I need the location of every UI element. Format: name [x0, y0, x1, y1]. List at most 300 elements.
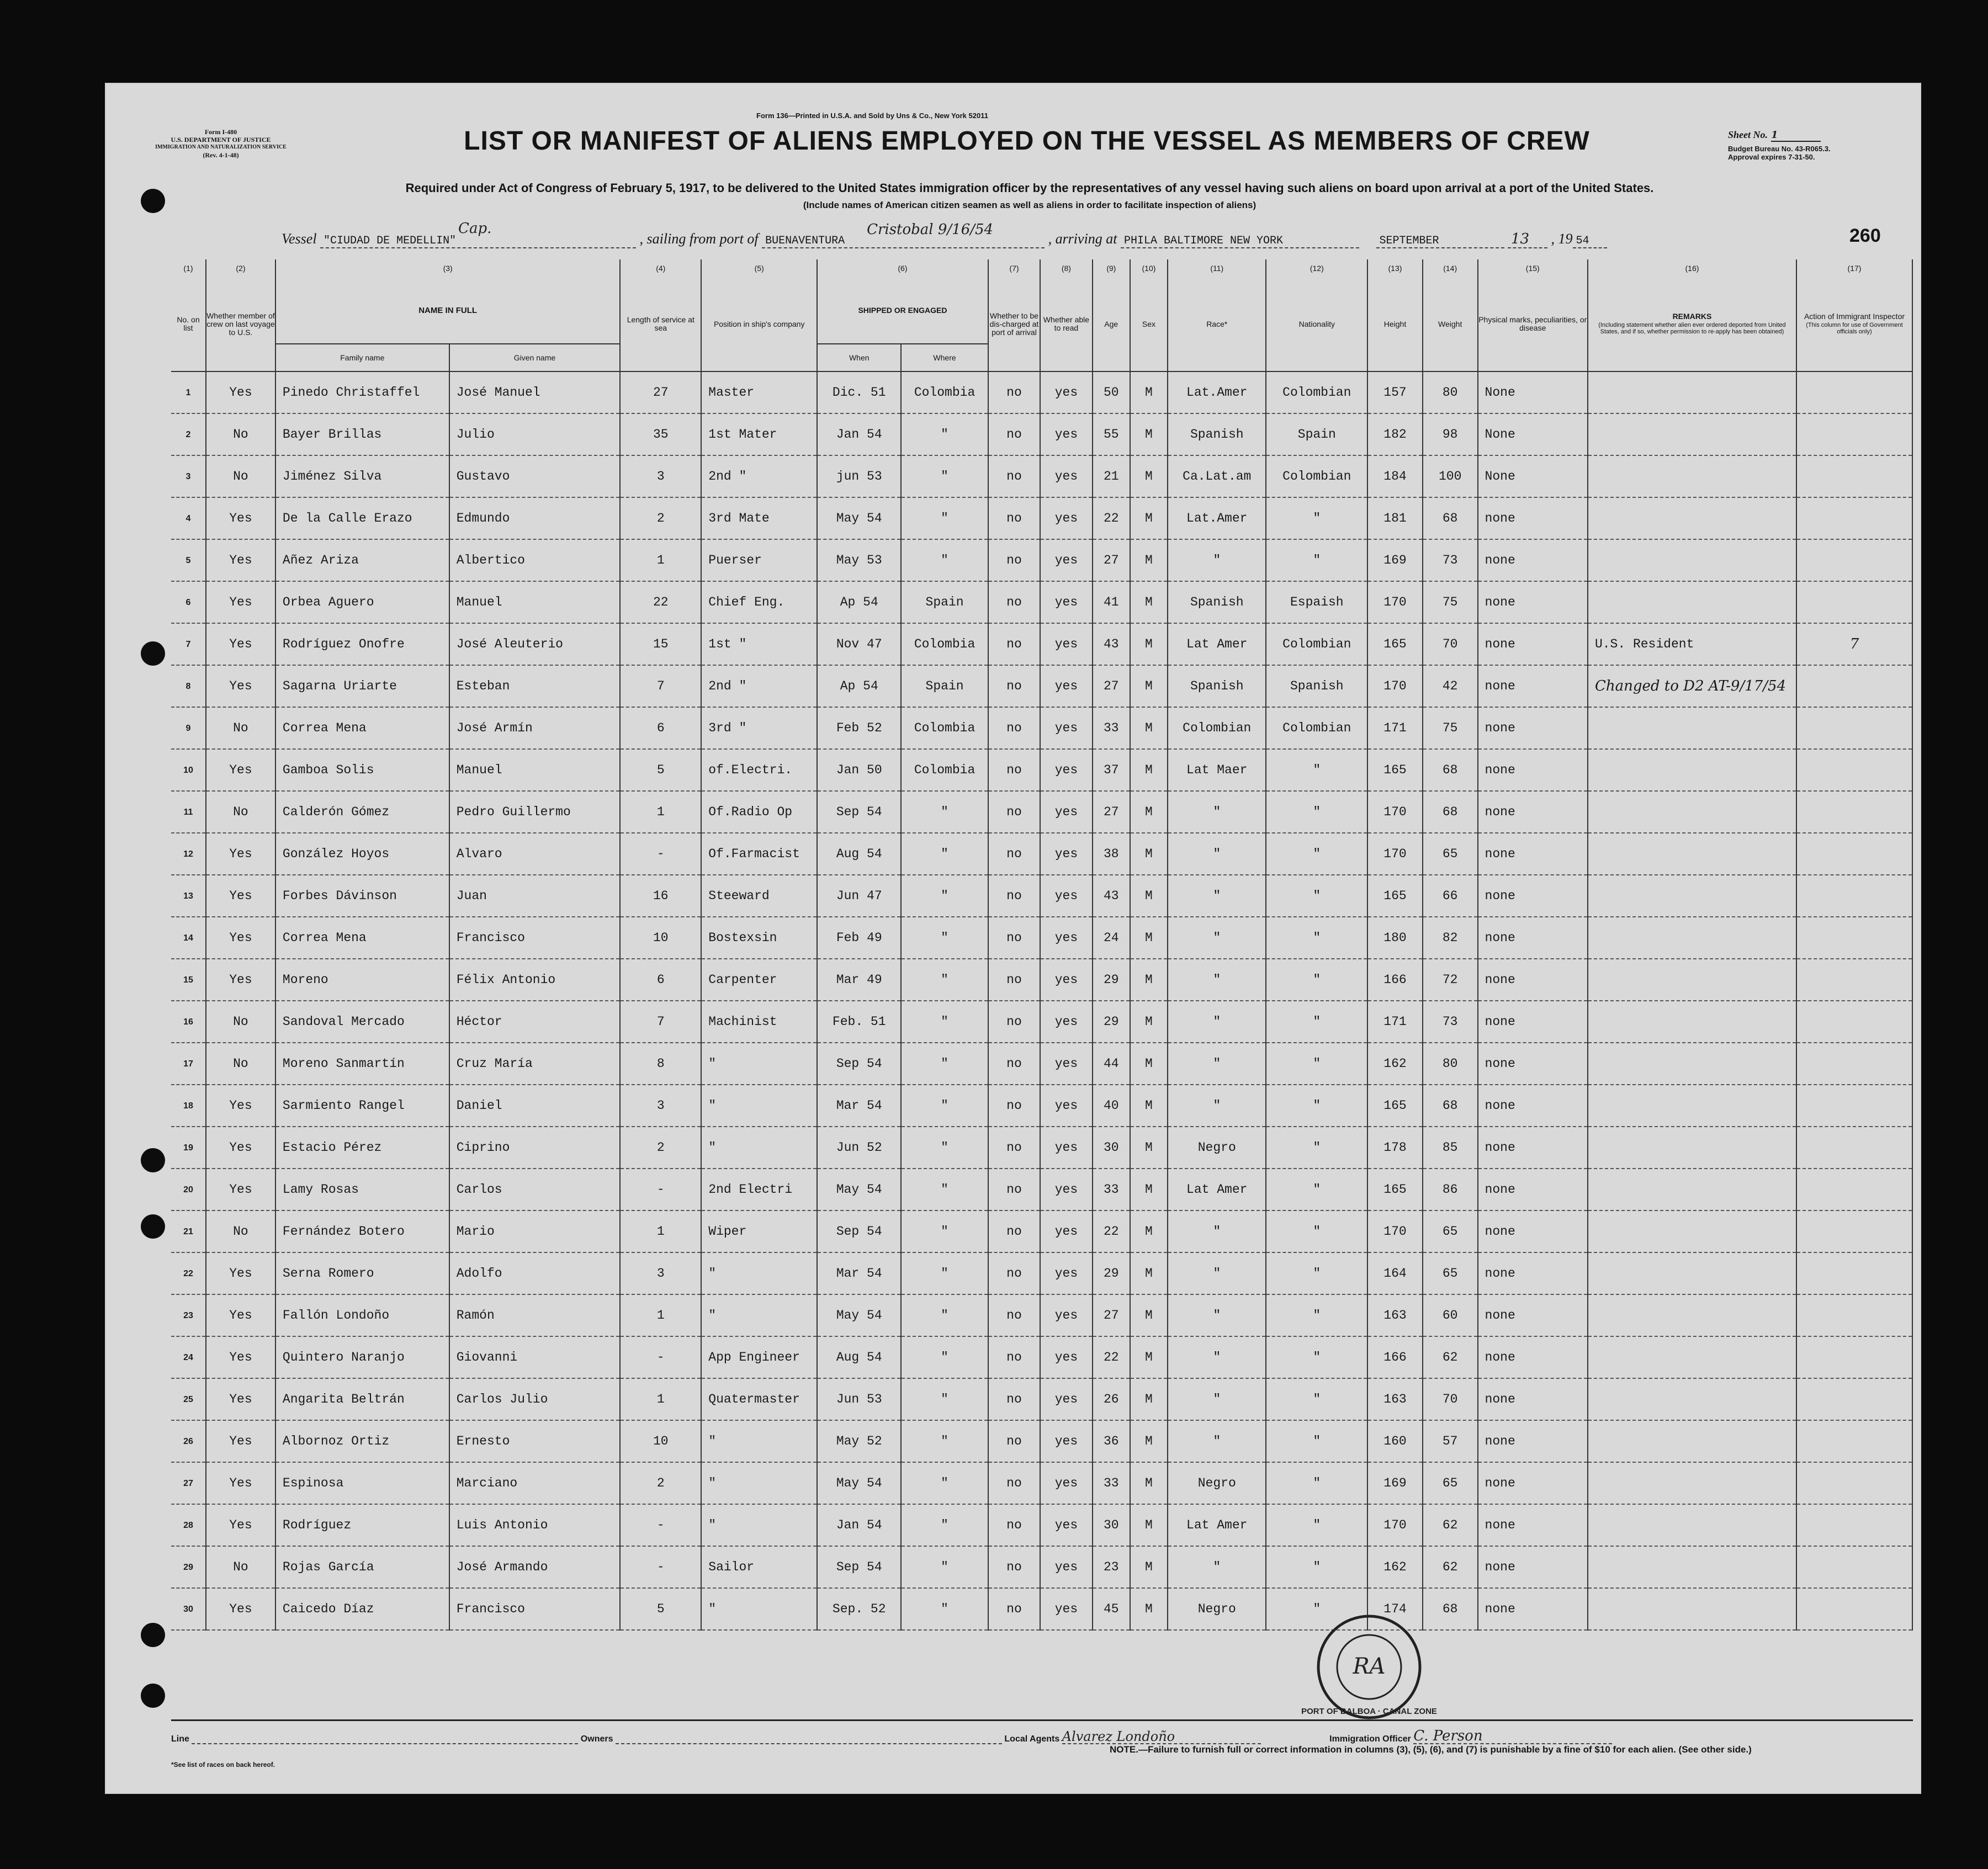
cell-race: ": [1168, 1294, 1266, 1336]
cell-weight: 75: [1423, 707, 1478, 749]
penalty-note: NOTE.—Failure to furnish full or correct information in columns (3), (5), (6), and (7) is punishable by a fine of $10 for each alien. (See other side.): [1110, 1744, 1752, 1755]
cell-no-on-list: 29: [171, 1546, 206, 1588]
cell-given-name: Carlos: [449, 1169, 621, 1210]
cell-discharged: no: [988, 539, 1040, 581]
cell-physical-marks: none: [1478, 791, 1588, 833]
cell-family-name: Forbes Dávinson: [275, 875, 449, 917]
header-sex: Sex: [1130, 277, 1168, 371]
header-weight: Weight: [1423, 277, 1478, 371]
cell-where-shipped: ": [901, 413, 988, 455]
cell-physical-marks: None: [1478, 455, 1588, 497]
cell-service-length: 2: [620, 497, 701, 539]
cell-physical-marks: none: [1478, 1420, 1588, 1462]
cell-family-name: Gamboa Solis: [275, 749, 449, 791]
cell-given-name: Adolfo: [449, 1252, 621, 1294]
cell-remarks: [1588, 707, 1796, 749]
cell-able-to-read: yes: [1040, 917, 1092, 959]
header-position: Position in ship's company: [701, 277, 817, 371]
cell-when-shipped: jun 53: [817, 455, 901, 497]
cell-height: 166: [1367, 959, 1423, 1001]
cell-inspector-action: [1796, 371, 1912, 413]
cell-age: 27: [1093, 1294, 1130, 1336]
cell-age: 43: [1093, 875, 1130, 917]
cell-where-shipped: ": [901, 791, 988, 833]
cell-no-on-list: 16: [171, 1001, 206, 1043]
cell-weight: 42: [1423, 665, 1478, 707]
cell-last-voyage: No: [206, 1546, 275, 1588]
header-where: Where: [901, 344, 988, 371]
cell-height: 170: [1367, 665, 1423, 707]
cell-no-on-list: 23: [171, 1294, 206, 1336]
cell-race: ": [1168, 1336, 1266, 1378]
cell-inspector-action: 7: [1796, 623, 1912, 665]
sailing-annotation: Cristobal 9/16/54: [867, 221, 994, 238]
cell-remarks: [1588, 497, 1796, 539]
cell-age: 30: [1093, 1504, 1130, 1546]
colnum: (14): [1423, 259, 1478, 277]
port-stamp: [1301, 1612, 1437, 1722]
cell-inspector-action: [1796, 1588, 1912, 1630]
cell-age: 44: [1093, 1043, 1130, 1085]
cell-service-length: 10: [620, 1420, 701, 1462]
cell-weight: 80: [1423, 371, 1478, 413]
cell-sex: M: [1130, 791, 1168, 833]
cell-discharged: no: [988, 1378, 1040, 1420]
cell-last-voyage: Yes: [206, 1504, 275, 1546]
cell-sex: M: [1130, 455, 1168, 497]
sailing-label: , sailing from port of: [639, 231, 759, 247]
table-row: [171, 1504, 1912, 1546]
printer-line: Form 136—Printed in U.S.A. and Sold by Uns & Co., New York 52011: [756, 111, 988, 120]
cell-family-name: Calderón Gómez: [275, 791, 449, 833]
cell-age: 24: [1093, 917, 1130, 959]
cell-sex: M: [1130, 1252, 1168, 1294]
cell-discharged: no: [988, 1504, 1040, 1546]
cell-height: 163: [1367, 1378, 1423, 1420]
cell-service-length: 1: [620, 539, 701, 581]
table-row: [171, 1588, 1912, 1630]
table-row: [171, 1210, 1912, 1252]
cell-discharged: no: [988, 1252, 1040, 1294]
cell-age: 45: [1093, 1588, 1130, 1630]
cell-nationality: ": [1266, 1169, 1367, 1210]
cell-weight: 86: [1423, 1169, 1478, 1210]
cell-physical-marks: None: [1478, 413, 1588, 455]
cell-family-name: Orbea Aguero: [275, 581, 449, 623]
cell-last-voyage: No: [206, 1043, 275, 1085]
year-label: , 19: [1551, 231, 1573, 247]
vessel-line: [282, 220, 1927, 253]
cell-service-length: -: [620, 1169, 701, 1210]
cell-last-voyage: Yes: [206, 833, 275, 875]
footer: [171, 1719, 1913, 1744]
cell-last-voyage: Yes: [206, 1420, 275, 1462]
cell-inspector-action: [1796, 1127, 1912, 1169]
cell-where-shipped: ": [901, 1588, 988, 1630]
table-row: [171, 371, 1912, 413]
cell-last-voyage: Yes: [206, 665, 275, 707]
cell-age: 38: [1093, 833, 1130, 875]
cell-sex: M: [1130, 413, 1168, 455]
cell-age: 40: [1093, 1085, 1130, 1127]
cell-no-on-list: 11: [171, 791, 206, 833]
sailing-field: [762, 221, 1045, 248]
cell-last-voyage: Yes: [206, 1169, 275, 1210]
cell-last-voyage: Yes: [206, 539, 275, 581]
cell-position: 1st Mater: [701, 413, 817, 455]
cell-inspector-action: [1796, 1294, 1912, 1336]
header-height: Height: [1367, 277, 1423, 371]
cell-remarks: [1588, 1294, 1796, 1336]
cell-when-shipped: Sep 54: [817, 1210, 901, 1252]
cell-remarks: [1588, 455, 1796, 497]
header-age: Age: [1093, 277, 1130, 371]
cell-physical-marks: none: [1478, 623, 1588, 665]
cell-remarks: [1588, 833, 1796, 875]
cell-inspector-action: [1796, 875, 1912, 917]
header-name-in-full: NAME IN FULL: [275, 277, 620, 344]
cell-race: ": [1168, 875, 1266, 917]
cell-nationality: ": [1266, 1001, 1367, 1043]
cell-weight: 70: [1423, 1378, 1478, 1420]
cell-remarks: [1588, 1546, 1796, 1588]
cell-given-name: Esteban: [449, 665, 621, 707]
cell-inspector-action: [1796, 833, 1912, 875]
cell-service-length: 6: [620, 959, 701, 1001]
table-row: [171, 413, 1912, 455]
cell-sex: M: [1130, 623, 1168, 665]
cell-where-shipped: ": [901, 1043, 988, 1085]
cell-able-to-read: yes: [1040, 413, 1092, 455]
cell-discharged: no: [988, 413, 1040, 455]
cell-inspector-action: [1796, 791, 1912, 833]
cell-able-to-read: yes: [1040, 371, 1092, 413]
table-row: [171, 1294, 1912, 1336]
cell-no-on-list: 18: [171, 1085, 206, 1127]
owners-label: Owners: [580, 1734, 613, 1744]
cell-family-name: De la Calle Erazo: [275, 497, 449, 539]
cell-service-length: 1: [620, 1294, 701, 1336]
header-discharged: Whether to be dis-charged at port of arrival: [988, 277, 1040, 371]
column-number-row: [171, 259, 1912, 277]
colnum: (7): [988, 259, 1040, 277]
cell-age: 27: [1093, 665, 1130, 707]
cell-weight: 85: [1423, 1127, 1478, 1169]
cell-height: 165: [1367, 623, 1423, 665]
cell-able-to-read: yes: [1040, 1420, 1092, 1462]
cell-position: Carpenter: [701, 959, 817, 1001]
vessel-annotation: Cap.: [458, 220, 492, 237]
cell-when-shipped: May 54: [817, 1462, 901, 1504]
cell-sex: M: [1130, 1085, 1168, 1127]
agents-label: Local Agents: [1004, 1734, 1060, 1744]
header-remarks: [1588, 277, 1796, 371]
cell-no-on-list: 13: [171, 875, 206, 917]
cell-inspector-action: [1796, 917, 1912, 959]
cell-when-shipped: Jun 52: [817, 1127, 901, 1169]
cell-physical-marks: none: [1478, 1378, 1588, 1420]
cell-age: 50: [1093, 371, 1130, 413]
service-name: IMMIGRATION AND NATURALIZATION SERVICE: [155, 144, 287, 150]
cell-able-to-read: yes: [1040, 1252, 1092, 1294]
cell-last-voyage: No: [206, 455, 275, 497]
table-row: [171, 1043, 1912, 1085]
cell-nationality: ": [1266, 833, 1367, 875]
cell-physical-marks: none: [1478, 749, 1588, 791]
cell-nationality: ": [1266, 1127, 1367, 1169]
cell-physical-marks: none: [1478, 1588, 1588, 1630]
cell-position: ": [701, 1043, 817, 1085]
cell-age: 22: [1093, 1210, 1130, 1252]
cell-when-shipped: Mar 54: [817, 1252, 901, 1294]
cell-physical-marks: none: [1478, 665, 1588, 707]
cell-service-length: 1: [620, 791, 701, 833]
budget-info: [1728, 145, 1831, 161]
table-row: [171, 455, 1912, 497]
cell-physical-marks: none: [1478, 833, 1588, 875]
cell-age: 30: [1093, 1127, 1130, 1169]
cell-sex: M: [1130, 833, 1168, 875]
header-service-length: Length of service at sea: [620, 277, 701, 371]
cell-physical-marks: none: [1478, 1546, 1588, 1588]
cell-position: of.Electri.: [701, 749, 817, 791]
cell-inspector-action: [1796, 1252, 1912, 1294]
cell-race: Lat Amer: [1168, 623, 1266, 665]
cell-height: 157: [1367, 371, 1423, 413]
cell-race: ": [1168, 1210, 1266, 1252]
cell-no-on-list: 7: [171, 623, 206, 665]
cell-remarks: [1588, 1210, 1796, 1252]
cell-family-name: Rodríguez Onofre: [275, 623, 449, 665]
cell-remarks: [1588, 1378, 1796, 1420]
cell-remarks: [1588, 1169, 1796, 1210]
cell-weight: 68: [1423, 791, 1478, 833]
header-when: When: [817, 344, 901, 371]
cell-position: 1st ": [701, 623, 817, 665]
cell-no-on-list: 1: [171, 371, 206, 413]
cell-physical-marks: none: [1478, 707, 1588, 749]
cell-when-shipped: Sep 54: [817, 791, 901, 833]
crew-rows: [171, 371, 1912, 1630]
cell-able-to-read: yes: [1040, 1169, 1092, 1210]
colnum: (6): [817, 259, 988, 277]
agency-name: U.S. DEPARTMENT OF JUSTICE: [171, 136, 271, 144]
cell-no-on-list: 17: [171, 1043, 206, 1085]
cell-family-name: Jiménez Silva: [275, 455, 449, 497]
cell-remarks: [1588, 1420, 1796, 1462]
cell-last-voyage: No: [206, 1001, 275, 1043]
cell-last-voyage: Yes: [206, 1294, 275, 1336]
cell-race: ": [1168, 1001, 1266, 1043]
races-note: *See list of races on back hereof.: [171, 1761, 275, 1769]
cell-able-to-read: yes: [1040, 1378, 1092, 1420]
cell-weight: 75: [1423, 581, 1478, 623]
cell-no-on-list: 28: [171, 1504, 206, 1546]
punch-hole: [141, 189, 165, 213]
cell-nationality: ": [1266, 1210, 1367, 1252]
cell-given-name: Pedro Guillermo: [449, 791, 621, 833]
cell-no-on-list: 30: [171, 1588, 206, 1630]
cell-discharged: no: [988, 581, 1040, 623]
cell-family-name: Quintero Naranjo: [275, 1336, 449, 1378]
cell-age: 33: [1093, 1462, 1130, 1504]
cell-race: Negro: [1168, 1127, 1266, 1169]
cell-no-on-list: 3: [171, 455, 206, 497]
cell-height: 162: [1367, 1043, 1423, 1085]
cell-position: 2nd ": [701, 665, 817, 707]
cell-discharged: no: [988, 371, 1040, 413]
cell-given-name: Julio: [449, 413, 621, 455]
cell-where-shipped: ": [901, 875, 988, 917]
cell-weight: 80: [1423, 1043, 1478, 1085]
cell-where-shipped: ": [901, 1001, 988, 1043]
cell-family-name: Pinedo Christaffel: [275, 371, 449, 413]
cell-height: 169: [1367, 539, 1423, 581]
cell-able-to-read: yes: [1040, 1001, 1092, 1043]
cell-discharged: no: [988, 1336, 1040, 1378]
cell-able-to-read: yes: [1040, 497, 1092, 539]
cell-when-shipped: Aug 54: [817, 1336, 901, 1378]
cell-given-name: Ramón: [449, 1294, 621, 1336]
cell-weight: 98: [1423, 413, 1478, 455]
cell-position: ": [701, 1420, 817, 1462]
cell-where-shipped: Spain: [901, 665, 988, 707]
cell-inspector-action: [1796, 1420, 1912, 1462]
cell-race: ": [1168, 1043, 1266, 1085]
cell-given-name: Héctor: [449, 1001, 621, 1043]
cell-height: 165: [1367, 875, 1423, 917]
cell-weight: 72: [1423, 959, 1478, 1001]
colnum: (17): [1796, 259, 1912, 277]
cell-remarks: [1588, 1462, 1796, 1504]
cell-family-name: Rojas García: [275, 1546, 449, 1588]
cell-remarks: [1588, 917, 1796, 959]
cell-where-shipped: ": [901, 917, 988, 959]
punch-hole: [141, 641, 165, 666]
cell-sex: M: [1130, 1504, 1168, 1546]
cell-family-name: Fernández Botero: [275, 1210, 449, 1252]
cell-race: ": [1168, 1085, 1266, 1127]
cell-nationality: Espaish: [1266, 581, 1367, 623]
cell-age: 55: [1093, 413, 1130, 455]
cell-position: ": [701, 1294, 817, 1336]
cell-no-on-list: 5: [171, 539, 206, 581]
cell-sex: M: [1130, 1378, 1168, 1420]
vessel-field: [320, 220, 636, 248]
cell-position: Bostexsin: [701, 917, 817, 959]
cell-service-length: 2: [620, 1462, 701, 1504]
vessel-label: Vessel: [282, 231, 317, 247]
cell-service-length: 8: [620, 1043, 701, 1085]
cell-when-shipped: Jan 54: [817, 1504, 901, 1546]
cell-remarks: U.S. Resident: [1588, 623, 1796, 665]
cell-race: Ca.Lat.am: [1168, 455, 1266, 497]
officer-signature: C. Person: [1413, 1729, 1612, 1744]
cell-weight: 66: [1423, 875, 1478, 917]
cell-age: 22: [1093, 497, 1130, 539]
cell-race: ": [1168, 917, 1266, 959]
sailing-value: BUENAVENTURA: [765, 235, 845, 247]
cell-race: Spanish: [1168, 665, 1266, 707]
header-given-name: Given name: [449, 344, 621, 371]
cell-where-shipped: ": [901, 1252, 988, 1294]
cell-family-name: Añez Ariza: [275, 539, 449, 581]
cell-inspector-action: [1796, 539, 1912, 581]
form-identifier: [149, 128, 293, 159]
column-header-row: [171, 277, 1912, 344]
cell-remarks: [1588, 1043, 1796, 1085]
cell-last-voyage: Yes: [206, 1462, 275, 1504]
cell-discharged: no: [988, 833, 1040, 875]
cell-when-shipped: Dic. 51: [817, 371, 901, 413]
colnum: (5): [701, 259, 817, 277]
include-notice: (Include names of American citizen seamen as well as aliens in order to facilitate inspection of aliens): [803, 200, 1257, 210]
cell-when-shipped: May 54: [817, 497, 901, 539]
cell-no-on-list: 9: [171, 707, 206, 749]
stamp-label: PORT OF BALBOA · CANAL ZONE: [1301, 1707, 1437, 1716]
cell-age: 27: [1093, 539, 1130, 581]
cell-able-to-read: yes: [1040, 875, 1092, 917]
cell-remarks: [1588, 1127, 1796, 1169]
cell-physical-marks: None: [1478, 371, 1588, 413]
page-number: 260: [1849, 225, 1881, 246]
cell-able-to-read: yes: [1040, 1504, 1092, 1546]
cell-nationality: ": [1266, 539, 1367, 581]
cell-sex: M: [1130, 371, 1168, 413]
remarks-title: REMARKS: [1672, 311, 1712, 321]
cell-when-shipped: Sep 54: [817, 1546, 901, 1588]
cell-sex: M: [1130, 539, 1168, 581]
cell-discharged: no: [988, 497, 1040, 539]
header-no-on-list: No. on list: [171, 277, 206, 371]
remarks-note: (Including statement whether alien ever ordered deported from United States, and if so, whether permission to re-apply has been obtained): [1598, 321, 1786, 335]
cell-position: ": [701, 1127, 817, 1169]
cell-age: 37: [1093, 749, 1130, 791]
cell-where-shipped: ": [901, 497, 988, 539]
cell-service-length: 16: [620, 875, 701, 917]
cell-last-voyage: No: [206, 791, 275, 833]
cell-family-name: Serna Romero: [275, 1252, 449, 1294]
colnum: (16): [1588, 259, 1796, 277]
cell-where-shipped: ": [901, 1378, 988, 1420]
cell-last-voyage: Yes: [206, 371, 275, 413]
cell-family-name: Correa Mena: [275, 917, 449, 959]
cell-family-name: Angarita Beltrán: [275, 1378, 449, 1420]
cell-height: 160: [1367, 1420, 1423, 1462]
cell-position: ": [701, 1504, 817, 1546]
cell-physical-marks: none: [1478, 917, 1588, 959]
cell-height: 165: [1367, 1169, 1423, 1210]
cell-able-to-read: yes: [1040, 665, 1092, 707]
cell-able-to-read: yes: [1040, 623, 1092, 665]
cell-height: 171: [1367, 1001, 1423, 1043]
cell-given-name: Marciano: [449, 1462, 621, 1504]
cell-service-length: 5: [620, 1588, 701, 1630]
cell-able-to-read: yes: [1040, 1085, 1092, 1127]
cell-family-name: Estacio Pérez: [275, 1127, 449, 1169]
cell-position: Sailor: [701, 1546, 817, 1588]
cell-able-to-read: yes: [1040, 749, 1092, 791]
cell-where-shipped: ": [901, 455, 988, 497]
cell-remarks: [1588, 959, 1796, 1001]
cell-sex: M: [1130, 1462, 1168, 1504]
cell-able-to-read: yes: [1040, 707, 1092, 749]
cell-where-shipped: ": [901, 1210, 988, 1252]
cell-last-voyage: Yes: [206, 1588, 275, 1630]
cell-when-shipped: Feb 52: [817, 707, 901, 749]
cell-able-to-read: yes: [1040, 1462, 1092, 1504]
cell-where-shipped: ": [901, 1336, 988, 1378]
